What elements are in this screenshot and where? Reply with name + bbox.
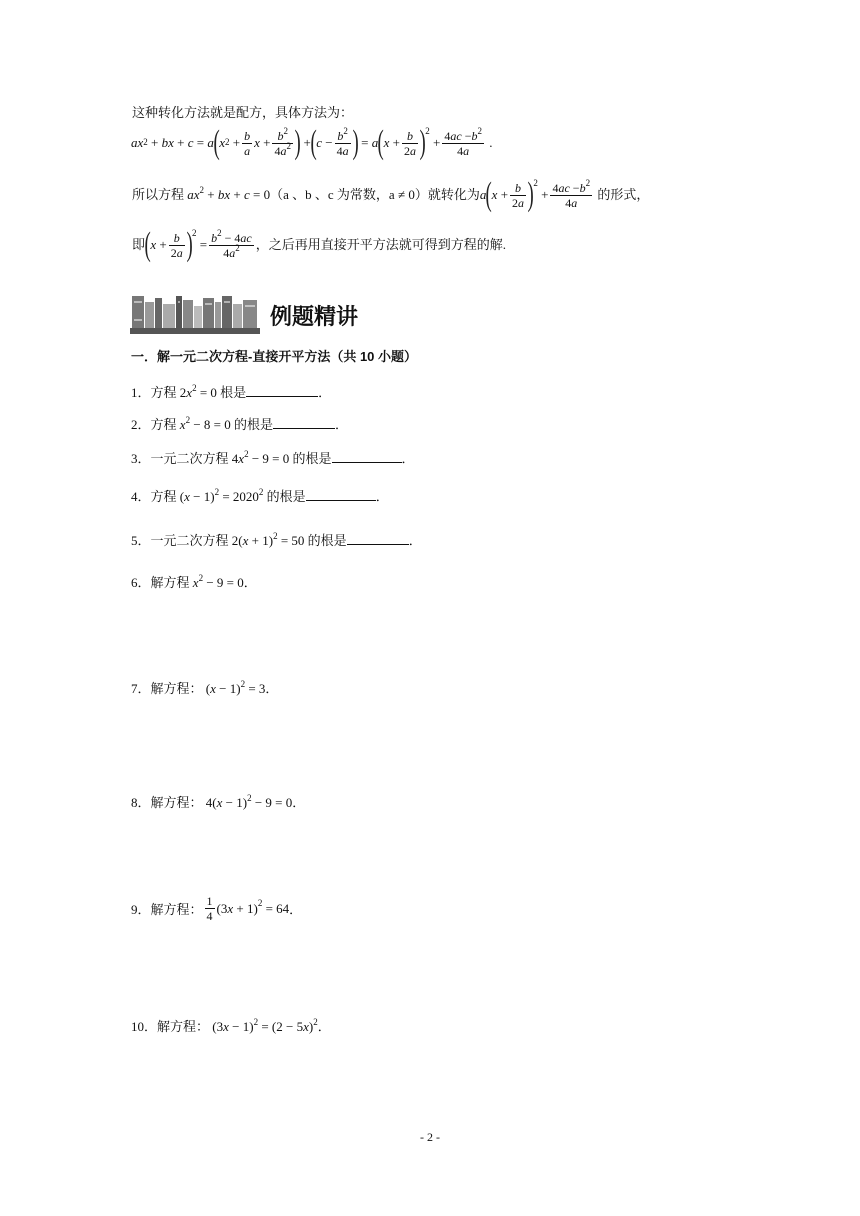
question-text: 的根是 — [266, 489, 306, 504]
question-2: 2．方程 $x^2 - 8 = 0$ 的根是 ． — [131, 414, 349, 432]
question-text: 根是 — [220, 385, 247, 400]
intro-line-4-suffix: ，之后再用直接开平方法就可得到方程的解. — [255, 237, 507, 252]
question-end: ． — [335, 417, 349, 432]
intro-line-3-suffix: 的形式， — [597, 187, 650, 202]
intro-line-3: 所以方程 $ax^2$ + bx + c = 0 （a 、b 、c 为常数，a ≠ 0）就转化为 a ( x + $\frac{b}{2a}$ ) $^2$ + $\frac{4ac -b^2}{4a}$ 的形式， — [132, 176, 650, 213]
question-end: ． — [375, 489, 389, 504]
question-end: ． — [289, 902, 303, 917]
question-number: 5． — [131, 533, 151, 548]
books-icon — [130, 292, 260, 336]
question-text: 一元二次方程 — [150, 533, 229, 548]
question-end: ． — [317, 1019, 331, 1034]
question-number: 8． — [131, 795, 151, 810]
question-number: 10． — [131, 1019, 158, 1034]
answer-blank[interactable] — [246, 384, 318, 397]
question-number: 3． — [131, 451, 151, 466]
intro-line-4-prefix: 即 — [132, 237, 146, 252]
question-number: 1． — [131, 385, 151, 400]
question-text: 解方程 — [150, 575, 190, 590]
question-10: 10．解方程： $(3x - 1)^2 = (2 - 5x)^2$． — [131, 1016, 331, 1034]
answer-blank[interactable] — [347, 532, 409, 545]
question-number: 6． — [131, 575, 151, 590]
banner-title: 例题精讲 — [270, 304, 359, 329]
question-number: 7． — [131, 681, 151, 696]
question-text: 的根是 — [233, 417, 273, 432]
question-text: 解方程： — [150, 902, 203, 917]
question-text: 解方程： — [150, 681, 203, 696]
intro-line-3-cond: （a 、b 、c 为常数，a ≠ 0）就转化为 — [270, 187, 480, 202]
question-5: 5．一元二次方程 $2(x + 1)^2 = 50$ 的根是 ． — [131, 530, 422, 548]
page-number: - 2 - — [420, 1130, 440, 1144]
question-text: 方程 — [150, 385, 177, 400]
question-7: 7．解方程： $(x - 1)^2 = 3$． — [131, 678, 279, 696]
question-end: ． — [243, 575, 257, 590]
question-text: 方程 — [150, 417, 177, 432]
question-number: 4． — [131, 489, 151, 504]
question-8: 8．解方程： $4(x - 1)^2 - 9 = 0$． — [131, 792, 306, 810]
question-1: 1．方程 $2x^2 = 0$ 根是 ． — [131, 382, 332, 400]
question-end: ． — [408, 533, 422, 548]
section-heading: 一．解一元二次方程-直接开平方法（共 10 小题） — [131, 349, 418, 364]
intro-line-4: 即 ( x + $\frac{b}{2a}$ ) $^2$ = $\frac{b^2 - 4ac}{4a^2}$ ，之后再用直接开平方法就可得到方程的解. — [132, 226, 507, 263]
answer-blank[interactable] — [273, 416, 335, 429]
question-end: ． — [318, 385, 332, 400]
answer-blank[interactable] — [332, 450, 402, 463]
question-text: 的根是 — [292, 451, 332, 466]
question-end: ． — [265, 681, 279, 696]
question-9: 9． 解方程： $\frac{1}{4}$ $(3x + 1)^2 = 64$ ． — [131, 894, 303, 923]
intro-line-1: 这种转化方法就是配方，具体方法为： — [132, 105, 354, 120]
question-text: 解方程： — [150, 795, 203, 810]
question-3: 3．一元二次方程 $4x^2 - 9 = 0$ 的根是 ． — [131, 448, 415, 466]
question-end: ． — [292, 795, 306, 810]
question-end: ． — [401, 451, 415, 466]
intro-line-3-prefix: 所以方程 — [132, 187, 185, 202]
question-text: 一元二次方程 — [150, 451, 229, 466]
question-number: 2． — [131, 417, 151, 432]
question-text: 的根是 — [307, 533, 347, 548]
question-4: 4．方程 $(x - 1)^2 = 2020^2$ 的根是 ． — [131, 486, 389, 504]
question-number: 9． — [131, 902, 151, 917]
question-text: 方程 — [150, 489, 177, 504]
question-6: 6．解方程 $x^2 - 9 = 0$． — [131, 572, 257, 590]
completing-square-formula: ax $^2$ + bx + c = a ( x $^2$ + $\frac{b}{a}$ x + $\frac{b^2}{4a^2}$ ) + ( c − $\frac{b^2}{4a}$ ) = a ( x + $\frac{b}{2a}$ ) $^2$ + $\frac{4ac -b^2}{4a}$ . — [131, 124, 493, 161]
answer-blank[interactable] — [306, 488, 376, 501]
question-text: 解方程： — [157, 1019, 210, 1034]
